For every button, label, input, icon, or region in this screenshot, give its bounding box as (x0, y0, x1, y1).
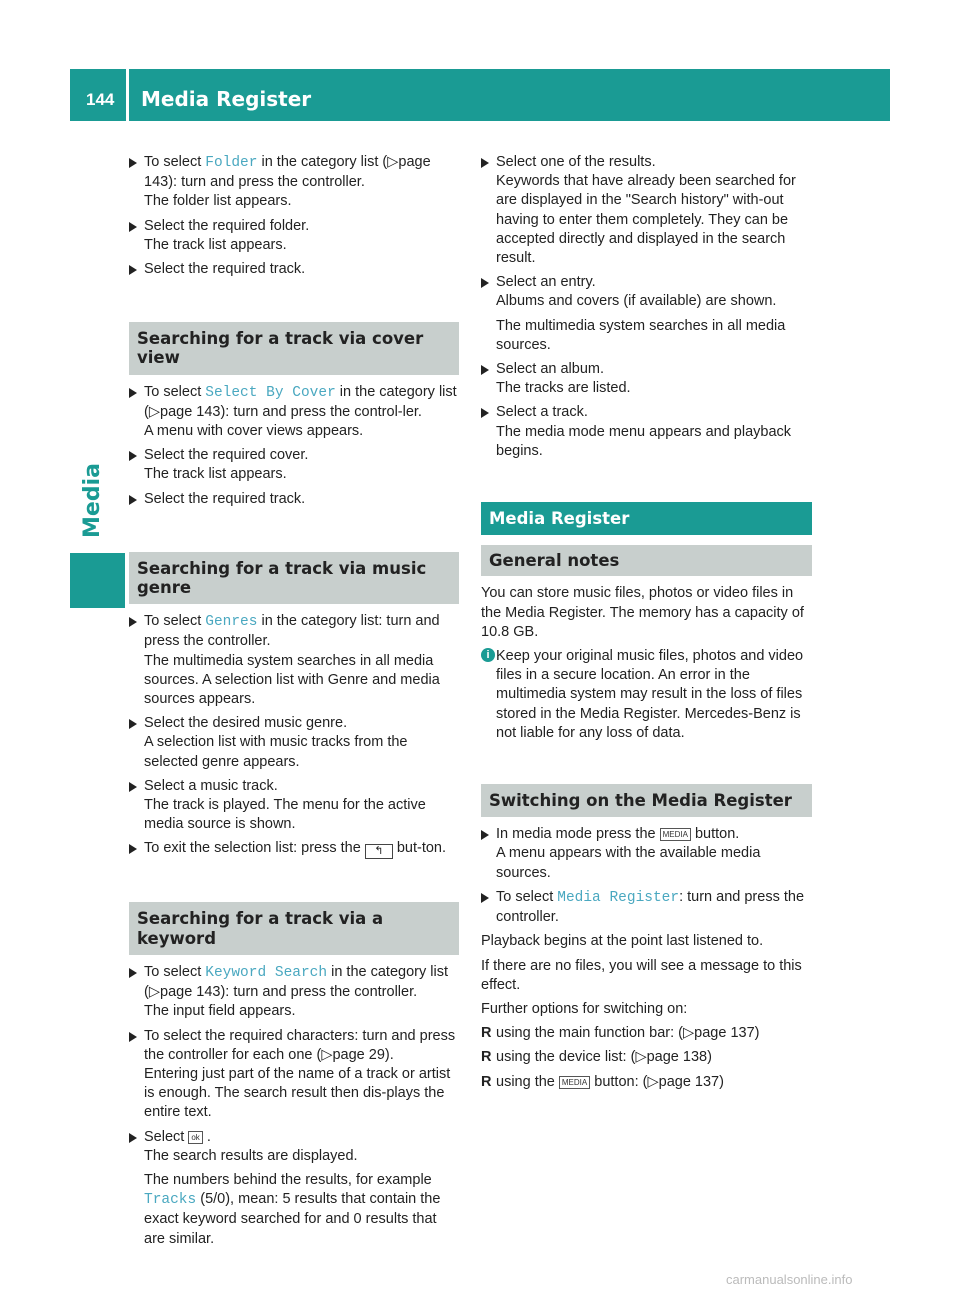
left-column (129, 153, 459, 1254)
step: Select the required track. (129, 260, 459, 279)
info-note: i Keep your original music files, photos and video files in a secure location. An error in the multimedia system may result in the loss of files stored in the Media Register. Mercedes-Benz is not liable for any loss of data. (496, 647, 812, 743)
step: In media mode press the MEDIA button. A menu appears with the available media sources. (481, 825, 812, 883)
step-arrow-icon (129, 451, 137, 461)
step-arrow-icon (129, 158, 137, 168)
step: To select Keyword Search in the category list (▷page 143): turn and press the controller. The input field appears. (129, 963, 459, 1022)
bullet-icon: R (481, 1025, 492, 1042)
menu-item-code: Select By Cover (205, 384, 336, 401)
step-arrow-icon (481, 278, 489, 288)
step: Select the required cover. The track list appears. (129, 446, 459, 484)
page-ref-icon: ▷ (647, 1073, 659, 1090)
step-arrow-icon (129, 844, 137, 854)
section-heading: Switching on the Media Register (481, 784, 812, 817)
section-heading: Searching for a track via cover view (129, 322, 459, 374)
side-section-label: Media (80, 463, 105, 538)
step-arrow-icon (481, 408, 489, 418)
header-divider (126, 69, 129, 121)
menu-item-code: Media Register (557, 889, 680, 906)
step: To select Folder in the category list (▷page 143): turn and press the controller. The folder list appears. (129, 153, 459, 212)
menu-item-code: Folder (205, 155, 258, 171)
step: Select ok . The search results are displayed. The numbers behind the results, for example Tracks (5/0), mean: 5 results that contain the exact keyword searched for and 0 results that are similar. (129, 1128, 459, 1249)
bullet-item: R using the main function bar: (▷page 137) (481, 1024, 812, 1043)
step-arrow-icon (129, 617, 137, 627)
body-text: You can store music files, photos or video files in the Media Register. The memory has a capacity of 10.8 GB. (481, 585, 804, 640)
info-icon: i (481, 648, 495, 662)
bullet-icon: R (481, 1073, 492, 1090)
menu-item-code: Genres (205, 614, 258, 631)
step-arrow-icon (481, 365, 489, 375)
step: Select a track. The media mode menu appears and playback begins. (481, 403, 812, 461)
right-column (481, 153, 812, 1097)
page-ref-icon: ▷ (148, 984, 160, 1001)
step: To select the required characters: turn and press the controller for each one (▷page 29). Entering just part of the name of a track or artist is enough. The search result then dis-plays the entire text. (129, 1027, 459, 1123)
step: Select a music track. The track is played. The menu for the active media source is shown. (129, 777, 459, 835)
body-text: Playback begins at the point last listened to. (481, 933, 764, 950)
watermark: carmanualsonline.info (726, 1272, 853, 1287)
bullet-item: R using the MEDIA button: (▷page 137) (481, 1073, 812, 1092)
page-ref-icon: ▷ (635, 1049, 647, 1066)
step: Select one of the results. Keywords that have already been searched for are displayed in the "Search history" with-out having to enter them completely. They can be accepted directly and displayed in the search result. (481, 153, 812, 268)
chapter-heading: Media Register (481, 502, 812, 535)
step-arrow-icon (129, 719, 137, 729)
step-arrow-icon (129, 265, 137, 275)
step-arrow-icon (129, 1133, 137, 1143)
subsection-heading: General notes (481, 545, 812, 576)
body-text: If there are no files, you will see a message to this effect. (481, 957, 802, 993)
page-ref-icon: ▷ (387, 154, 399, 170)
menu-item-code: Tracks (144, 1192, 197, 1209)
step: To exit the selection list: press the ↰ but-ton. (129, 839, 459, 859)
step: Select the desired music genre. A selection list with music tracks from the selected genre appears. (129, 714, 459, 772)
step: To select Genres in the category list: turn and press the controller. The multimedia system searches in all media sources. A selection list with Genre and media sources appears. (129, 612, 459, 709)
step-arrow-icon (129, 1032, 137, 1042)
page-ref-icon: ▷ (683, 1025, 695, 1042)
page-number: 144 (86, 90, 115, 109)
step-arrow-icon (129, 388, 137, 398)
step-arrow-icon (481, 893, 489, 903)
bullet-icon: R (481, 1049, 492, 1066)
side-section-marker (70, 553, 125, 608)
step: To select Select By Cover in the category list (▷page 143): turn and press the control-ler. A menu with cover views appears. (129, 383, 459, 442)
menu-item-code: Keyword Search (205, 964, 328, 981)
step: Select the required folder. The track list appears. (129, 217, 459, 255)
step-arrow-icon (129, 968, 137, 978)
step-arrow-icon (129, 495, 137, 505)
step-arrow-icon (481, 830, 489, 840)
step-arrow-icon (129, 222, 137, 232)
step: To select Media Register: turn and press the controller. (481, 888, 812, 927)
page-ref-icon: ▷ (321, 1046, 333, 1063)
section-heading: Searching for a track via a keyword (129, 902, 459, 954)
step-arrow-icon (129, 782, 137, 792)
media-button-icon: MEDIA (559, 1076, 590, 1089)
page-title: Media Register (141, 87, 312, 111)
page-ref-icon: ▷ (148, 403, 160, 420)
step-arrow-icon (481, 158, 489, 168)
step: Select an album. The tracks are listed. (481, 360, 812, 398)
bullet-item: R using the device list: (▷page 138) (481, 1048, 812, 1067)
ok-button-icon: ok (188, 1131, 202, 1144)
body-text: Further options for switching on: (481, 1000, 688, 1017)
step: Select the required track. (129, 490, 459, 509)
media-button-icon: MEDIA (660, 828, 691, 841)
back-button-icon: ↰ (365, 844, 393, 859)
step: Select an entry. Albums and covers (if available) are shown. The multimedia system searches in all media sources. (481, 273, 812, 355)
section-heading: Searching for a track via music genre (129, 552, 459, 604)
